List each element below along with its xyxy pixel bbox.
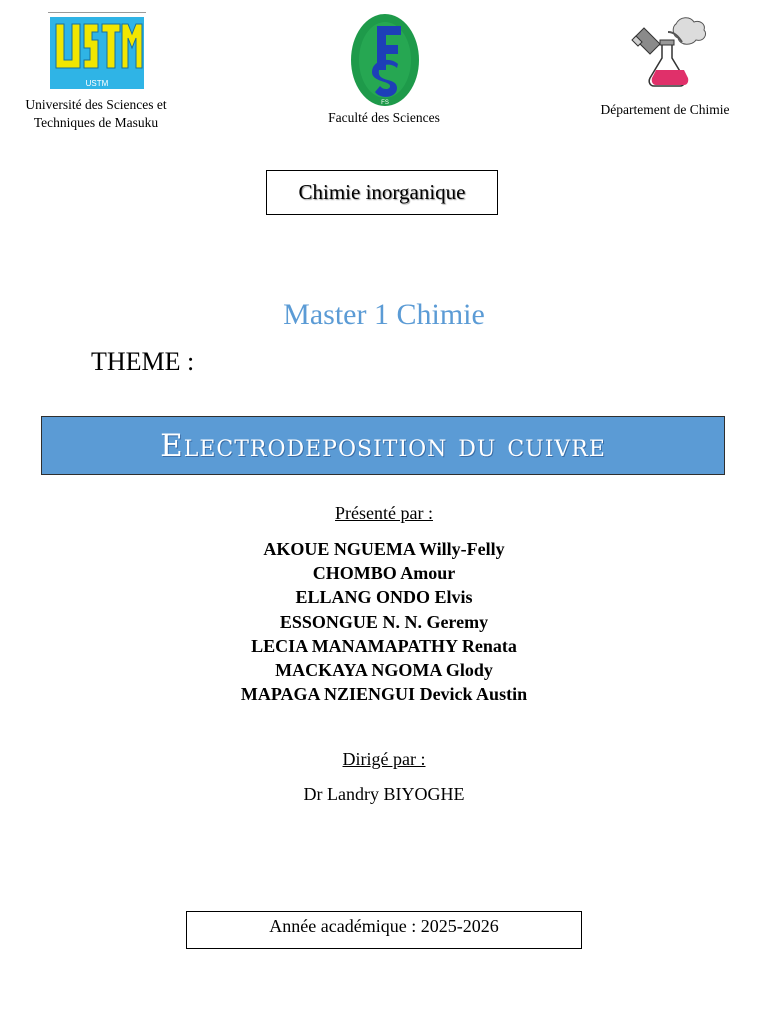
course-title-box [266, 170, 498, 215]
program-title: Master 1 Chimie [283, 298, 485, 331]
student-name: ELLANG ONDO Elvis [295, 587, 473, 608]
faculty-logo [349, 12, 421, 108]
academic-year-box [186, 911, 582, 949]
faculty-name: Faculté des Sciences [328, 110, 440, 125]
presented-by-label: Présenté par : [335, 503, 433, 523]
student-name: ESSONGUE N. N. Geremy [279, 611, 489, 632]
student-name: AKOUE NGUEMA Willy-Felly [263, 539, 505, 559]
university-name: Université des Sciences et Techniques de Masuku [25, 97, 167, 130]
student-name: CHOMBO Amour [312, 563, 456, 584]
ustm-logo [48, 12, 146, 92]
student-name: MAPAGA NZIENGUI Devick Austin [240, 684, 528, 705]
ustm-logo-text: USTM [85, 79, 109, 88]
theme-label: THEME : [91, 347, 195, 376]
theme-banner [41, 416, 725, 475]
course-title: Chimie inorganique [298, 180, 466, 204]
student-list [0, 537, 768, 706]
student-name: LECIA MANAMAPATHY Renata [251, 635, 517, 656]
directed-by-label: Dirigé par : [342, 749, 426, 769]
department-name: Département de Chimie [600, 102, 730, 117]
supervisor-name: Dr Landry BIYOGHE [303, 784, 465, 804]
academic-year: Année académique : 2025-2026 [269, 915, 499, 936]
flask-icon [628, 14, 712, 88]
student-name: MACKAYA NGOMA Glody [275, 660, 493, 681]
faculty-logo-text: FS [381, 100, 389, 106]
theme-title: Electrodeposition du cuivre [160, 427, 606, 464]
